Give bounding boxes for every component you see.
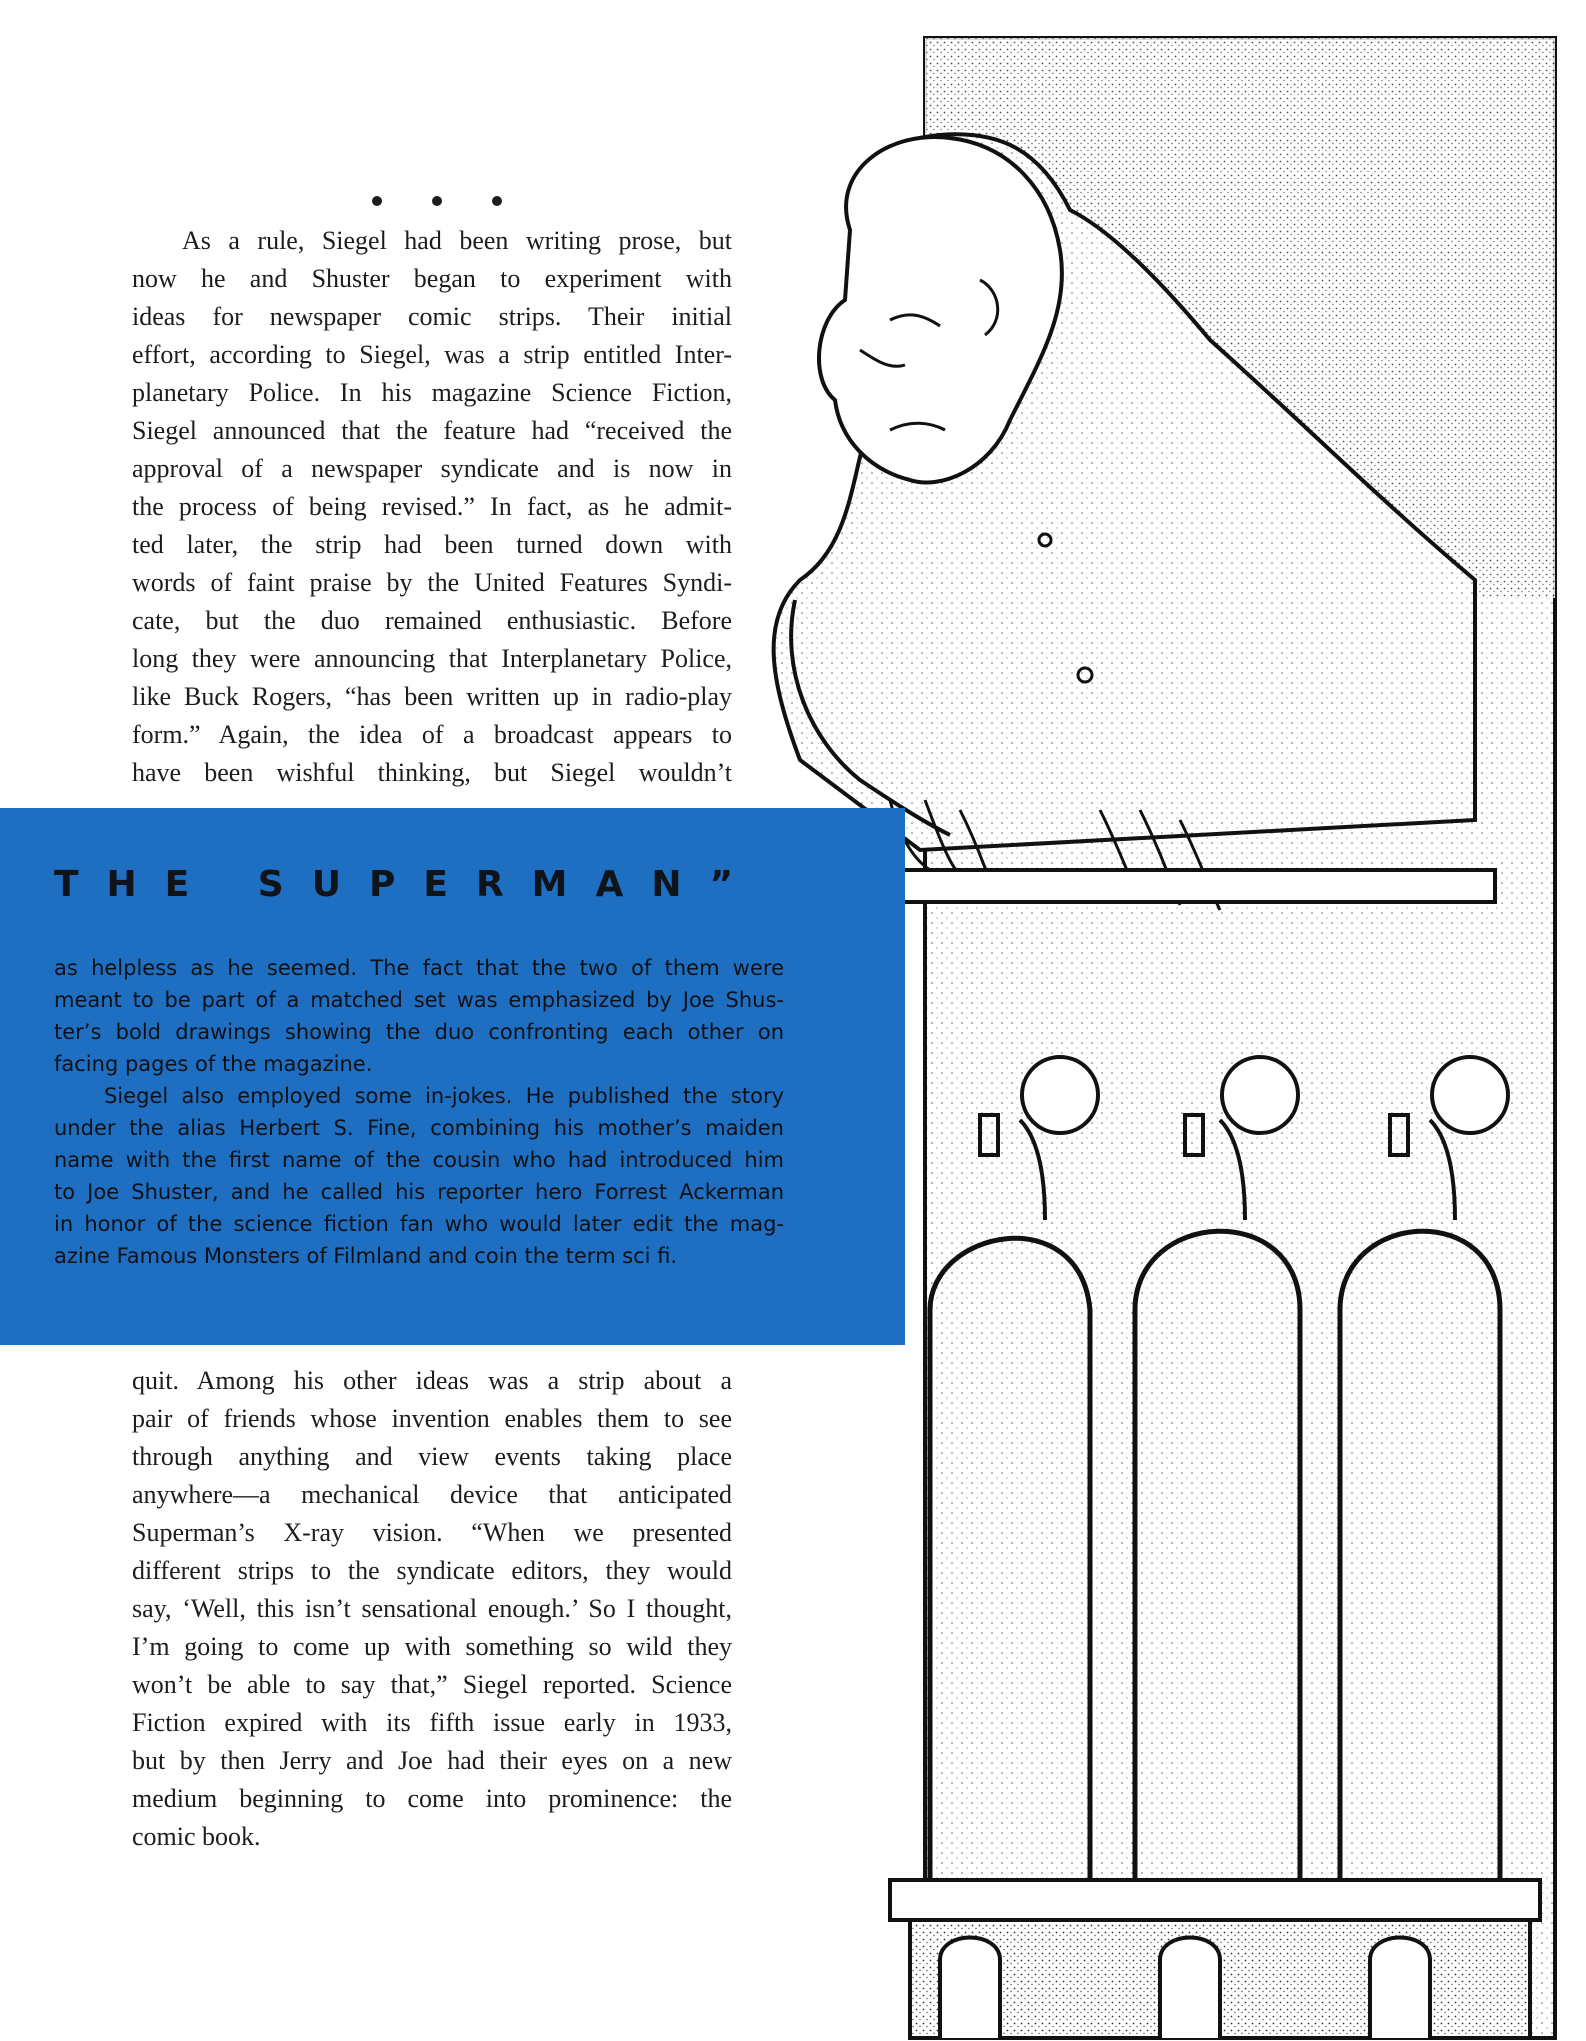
divider-dot [372,196,382,206]
text-line: form.” Again, the idea of a broadcast appears to [132,720,732,749]
text-line: the process of being revised.” In fact, as he admit- [132,492,732,521]
sidebar-line: under the alias Herbert S. Fine, combining his mother’s maiden [54,1116,784,1140]
sidebar-line: to Joe Shuster, and he called his reporter hero Forrest Ackerman [54,1180,784,1204]
text-line: comic book. [132,1822,261,1851]
text-line: As a rule, Siegel had been writing prose, but [182,226,732,255]
text-line: through anything and view events taking place [132,1442,732,1471]
paragraph-bottom [132,1362,732,1862]
sidebar-line: meant to be part of a matched set was emphasized by Joe Shus- [54,988,784,1012]
text-line: pair of friends whose invention enables them to see [132,1404,732,1433]
divider-dot [432,196,442,206]
text-line: planetary Police. In his magazine Science Fiction, [132,378,732,407]
sidebar-line: ter’s bold drawings showing the duo confronting each other on [54,1020,784,1044]
sidebar-line: in honor of the science fiction fan who would later edit the mag- [54,1212,784,1236]
text-line: approval of a newspaper syndicate and is now in [132,454,732,483]
paragraph-top [132,222,732,792]
text-line: medium beginning to come into prominence: the [132,1784,732,1813]
text-line: I’m going to come up with something so wild they [132,1632,732,1661]
sidebar-line: as helpless as he seemed. The fact that the two of them were [54,956,784,980]
text-line: say, ‘Well, this isn’t sensational enough.’ So I thought, [132,1594,732,1623]
text-line: long they were announcing that Interplanetary Police, [132,644,732,673]
text-line: Siegel announced that the feature had “received the [132,416,732,445]
text-line: different strips to the syndicate editors, they would [132,1556,732,1585]
text-line: quit. Among his other ideas was a strip about a [132,1366,732,1395]
text-line: but by then Jerry and Joe had their eyes on a new [132,1746,732,1775]
sidebar-line: name with the first name of the cousin who had introduced him [54,1148,784,1172]
sidebar-title: THE SUPERMAN” [54,864,762,905]
text-line: effort, according to Siegel, was a strip entitled Inter- [132,340,732,369]
sidebar-line: facing pages of the magazine. [54,1052,373,1076]
text-line: have been wishful thinking, but Siegel wouldn’t [132,758,732,787]
sidebar-box [0,808,905,1345]
text-line: cate, but the duo remained enthusiastic. Before [132,606,732,635]
section-divider [372,184,502,218]
text-line: anywhere—a mechanical device that anticipated [132,1480,732,1509]
divider-dot [492,196,502,206]
sidebar-line: azine Famous Monsters of Filmland and coin the term sci fi. [54,1244,678,1268]
sidebar-text [54,952,784,1272]
text-line: Fiction expired with its fifth issue early in 1933, [132,1708,732,1737]
text-line: like Buck Rogers, “has been written up in radio-play [132,682,732,711]
sidebar-line: Siegel also employed some in-jokes. He published the story [104,1084,784,1108]
text-line: ideas for newspaper comic strips. Their initial [132,302,732,331]
text-line: Superman’s X-ray vision. “When we presented [132,1518,732,1547]
text-line: words of faint praise by the United Features Syndi- [132,568,732,597]
text-line: ted later, the strip had been turned down with [132,530,732,559]
text-line: won’t be able to say that,” Siegel reported. Science [132,1670,732,1699]
text-line: now he and Shuster began to experiment with [132,264,732,293]
